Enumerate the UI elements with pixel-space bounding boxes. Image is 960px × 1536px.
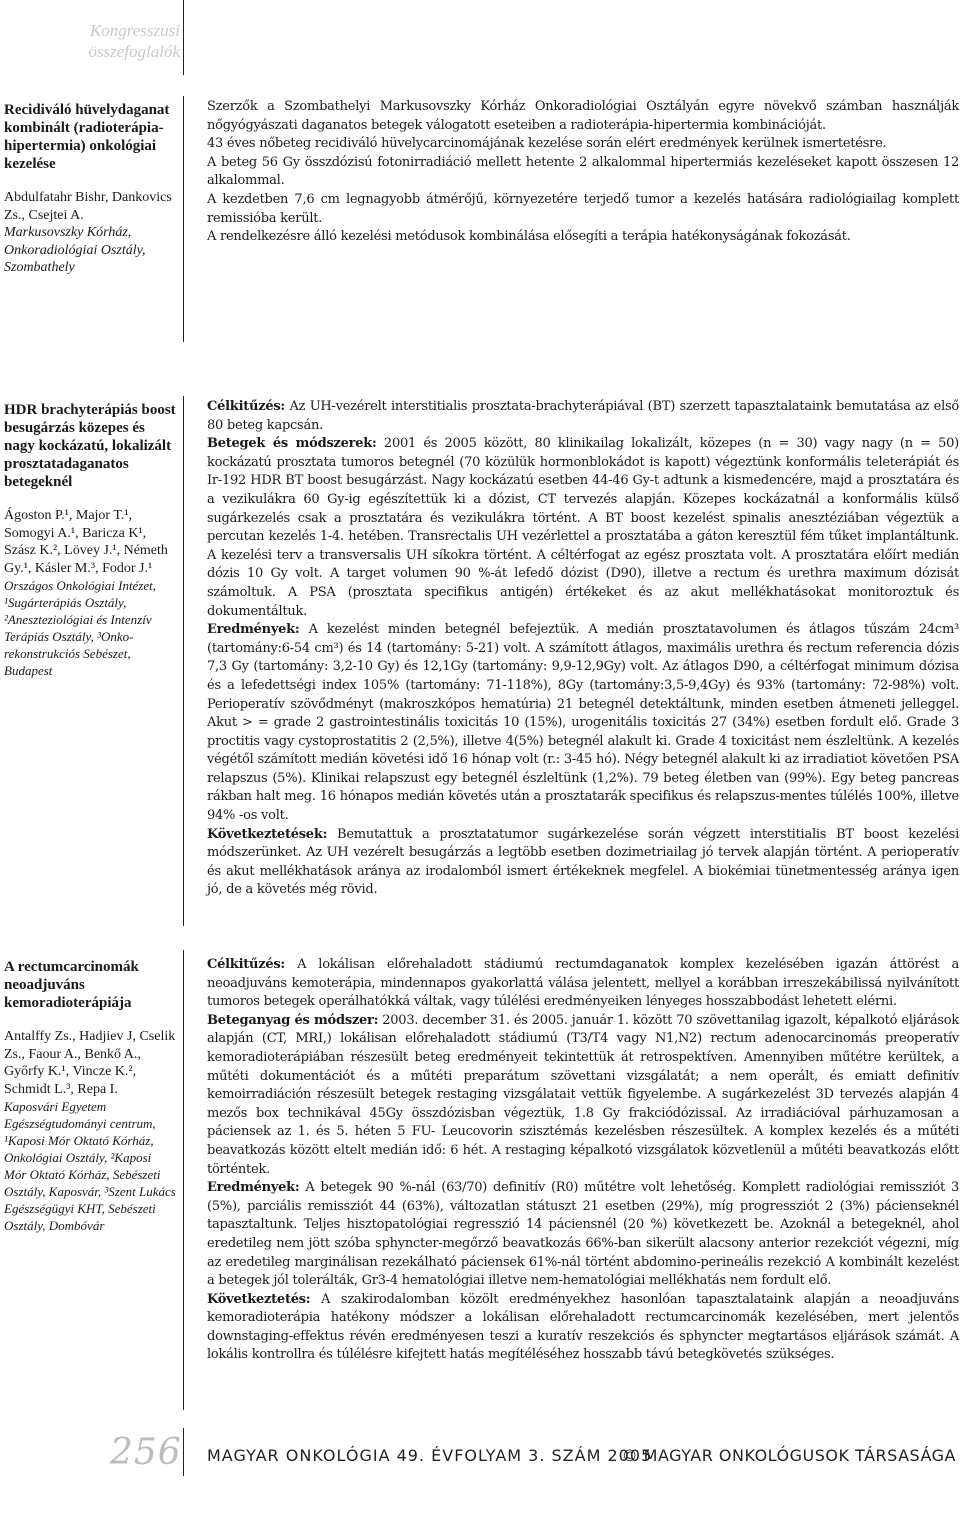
abstract3-authors: Antalffy Zs., Hadjiev J, Cselik Zs., Faour A., Benkő A., Győrfy K.¹, Vincze K.², Schmidt L.³, Repa I. [4, 1029, 176, 1097]
abstract3-divider [183, 950, 184, 1410]
section-label: Beteganyag és módszer: [207, 1012, 379, 1028]
abstract2-sidebar [4, 401, 176, 679]
section-text: Bemutattuk a prosztatatumor sugárkezelése során végzett interstitialis BT boost kezelési módszerünket. Az UH vezérelt besugárzás a legtöbb esetben dozimetriailag jó tervek alapján történt. A perioperatív és akut mellékhatások aránya az irodalomból ismert értékeknek megfelel. A biokémiai tünetmentesség aránya igen jó, de a követés még rövid. [207, 826, 959, 898]
abstract1-paragraph: 43 éves nőbeteg recidiváló hüvelycarcinomájának kezelése során elért eredmények kerülnek ismertetésre. [207, 136, 887, 152]
section-text: Az UH-vezérelt interstitialis prosztata-brachyterápiával (BT) szerzett tapasztalataink bemutatása az első 80 beteg kapcsán. [207, 399, 959, 433]
section-label: Eredmények: [207, 622, 300, 638]
section-label: Következtetések: [207, 826, 328, 842]
abstract1-paragraph: A rendelkezésre álló kezelési metódusok kombinálása elősegíti a terápia hatékonyságának fokozását. [207, 229, 851, 245]
section-label: Eredmények: [207, 1180, 300, 1196]
section-text: A kezelést minden betegnél befejeztük. A medián prosztatavolumen és átlagos tűszám 24cm³ (tartomány:6-54 cm³) és 14 (tartomány: 5-21) volt. A számított átlagos, maximális urethra és rectum referencia dózis 7,3 Gy (tartomány: 3,2-10 Gy) és 12,1Gy (tartomány: 9,9-12,9Gy) volt. Az átlagos D90, a céltérfogat minimum dózisa és a lefedettségi index 105% (tartomány: 71-118%), 8Gy (tartomány:3,5-9,4Gy) és 93% (tartomány: 72-98%) volt. Perioperatív szövődményt (makroszkópos hematúria) 21 betegnél detektáltunk, minden esetben átmeneti jelleggel. Akut > = grade 2 gastrointestinális toxicitás 10 (15%), urogenitális toxicitás 27 (34%) esetben fordult elő. Grade 3 proctitis vagy cystoprostatitis 2 (2,5%), illetve 4(5%) betegnél alakult ki. Grade 4 toxicitást nem észleltünk. A kezelés végétől számított medián követési idő 16 hónap volt (r.: 3-45 hó). Négy betegnél alakult ki az irradiatiot követően PSA relapszus (5%). Klinikai relapszust egy betegnél észleltünk (1,2%). 79 beteg életben van (99%). Egy beteg pancreas rákban halt meg. 16 hónapos medián követés után a prosztatarák specifikus és relapszus-mentes túlélés 100%, illetve 94% -os volt. [207, 622, 959, 824]
header-divider [183, 0, 184, 75]
abstract1-divider [183, 96, 184, 342]
abstract3-sidebar [4, 958, 176, 1234]
abstract1-affiliation: Markusovszky Kórház, Onkoradiológiai Osztály, Szombathely [4, 225, 146, 275]
abstract2-title: HDR brachyterápiás boost besugárzás közepes és nagy kockázatú, lokalizált prosztatadaganatos betegeknél [4, 402, 176, 490]
abstract2-divider [183, 396, 184, 926]
abstract1-authors: Abdulfatahr Bishr, Dankovics Zs., Csejtei A. [4, 190, 172, 223]
journal-issue: MAGYAR ONKOLÓGIA 49. ÉVFOLYAM 3. SZÁM 2005 [207, 1446, 653, 1465]
section-text: A szakirodalomban közölt eredményekhez hasonlóan tapasztalataink alapján a neoadjuváns kemoradioterápia hatékony módszer a lokálisan előrehaladott rectumcarcinomák kezelésében, mert jelentős downstaging-effektus révén eredményesen teszi a kuratív reszekciós és sphyncter megtartásos eljárások számát. A lokális kontrollra és túlélésre kifejtett hatás megítéléséhez hosszabb távú betegkövetés szükséges. [207, 1291, 959, 1363]
footer-divider [183, 1428, 184, 1476]
abstract3-title: A rectumcarcinomák neoadjuváns kemoradioterápiája [4, 959, 139, 1011]
section-text: 2003. december 31. és 2005. január 1. között 70 szövettanilag igazolt, képalkotó eljárások alapján (CT, MRI,) lokálisan előrehaladott stádiumú (T3/T4 vagy N1,N2) rectum adenocarcinomás preoperatív kemoradioterápiában részesült beteg eredményeit tekintettük át retrospektíven. Amennyiben műtétre kerültek, a műtéti dokumentációt és a műtéti preparátum szövettani vizsgálatát; a nem operált, és emiatt definitív kemoirradiáción részesült betegek restaging vizsgálatait vettük figyelembe. A sugárkezelést 3D tervezés alapján 4 mezős box technikával 45Gy összdózisban végeztük, 1.8 Gy frakciódózissal. Az irradiációval párhuzamosan a páciensek az 1. és 5. héten 5 FU- Leucovorin szisztémás kezelésben részesültek. A komplex kezelés és a műtéti beavatkozás között eltelt medián idő: 6 hét. A restaging képalkotó vizsgálatok közvetlenül a műtéti beavatkozás előtt történtek. [207, 1012, 959, 1177]
section-label: Betegek és módszerek: [207, 436, 377, 452]
abstract2-authors: Ágoston P.¹, Major T.¹, Somogyi A.¹, Baricza K¹, Szász K.², Lövey J.¹, Németh Gy.¹, Kásler M.³, Fodor J.¹ [4, 508, 168, 576]
abstract2-section-conclusion [207, 826, 959, 900]
abstract1-paragraph: A kezdetben 7,6 cm legnagyobb átmérőjű, környezetére terjedő tumor a kezelés hatására radiológiailag komplett remissióba került. [207, 191, 959, 226]
abstract1-body [207, 98, 959, 247]
abstract1-paragraph: Szerzők a Szombathelyi Markusovszky Kórház Onkoradiológiai Osztályán egyre növekvő számban használják nőgyógyászati daganatos betegek válogatott eseteiben a radioterápia-hipertermia kombinációját. [207, 99, 959, 133]
abstract2-section-methods [207, 435, 959, 621]
copyright-notice: © MAGYAR ONKOLÓGUSOK TÁRSASÁGA [621, 1446, 956, 1465]
abstract3-section-results [207, 1179, 959, 1291]
abstract3-body [207, 956, 959, 1365]
abstract2-body [207, 398, 959, 900]
abstract1-sidebar [4, 101, 176, 277]
abstract3-section-objective [207, 956, 959, 1012]
abstract3-section-conclusion [207, 1291, 959, 1365]
abstract2-section-results [207, 621, 959, 826]
abstract1-title: Recidiváló hüvelydaganat kombinált (radioterápia-hipertermia) onkológiai kezelése [4, 102, 170, 172]
page-number: 256 [110, 1432, 182, 1473]
section-label: Kongresszusi összefoglalók [88, 21, 180, 61]
abstract1-paragraph: A beteg 56 Gy összdózisú fotonirradiáció mellett hetente 2 alkalommal hipertermiás kezeléseket kapott összesen 12 alkalommal. [207, 154, 959, 189]
section-label: Következtetés: [207, 1291, 311, 1307]
abstract3-section-methods [207, 1012, 959, 1179]
section-text: A betegek 90 %-nál (63/70) definitív (R0) műtétre volt lehetőség. Komplett radiológiai remissziót 3 (5%), parciális remissziót 44 (63%), változatlan státuszt 21 esetben (29%), míg progressziót 2 (3%) pácienseknél tapasztaltunk. Teljes hisztopatológiai regresszió 14 páciensnél (20 %) következett be. Azoknál a betegeknél, ahol eredetileg nem jött szóba sphyncter-megőrző beavatkozás 66%-ban sikerült alacsony anterior rezekciót végezni, míg az eredetileg marginálisan rezekálható páciensek 61%-nál történt abdomino-perineális rezekció A kombinált kezelést a betegek jól tolerálták, Gr3-4 hematológiai illetve nem-hematológiai mellékhatás nem fordult elő. [207, 1180, 959, 1289]
section-text: 2001 és 2005 között, 80 klinikailag lokalizált, közepes (n = 30) vagy nagy (n = 50) kockázatú prosztata tumoros betegnél (70 közülük hormonblokádot is kapott) végeztünk konformális teleterápiát és Ir-192 HDR BT boost besugárzást. Nagy kockázatú esetben 44-46 Gy-t adtunk a kismedencére, majd a prosztatára és a vezikulákra 60 Gy-ig egészítettük ki a dózist, CT tervezés alapján. Közepes kockázatnál a konformális külső sugárkezelés csak a prosztatára és vezikulákra történt. A BT boost kezelést spinalis anesztéziában végeztük a percutan kezelés 1-4. hetében. Transrectalis UH vezérlettel a prosztatába a gáton keresztül fém tűket implantáltunk. A kezelési terv a transversalis UH síkokra történt. A céltérfogat az egész prosztata volt. A prosztatára előírt medián dózis 10 Gy volt. A target volumen 90 %-át lefedő dózist (D90), illetve a rectum és urethra maximum dózisát számoltuk. A PSA (prosztata specifikus antigén) értékeket és az akut mellékhatásokat monitoroztuk és dokumentáltuk. [207, 436, 959, 619]
abstract2-section-objective [207, 398, 959, 435]
section-label: Célkitűzés: [207, 957, 285, 972]
section-text: A lokálisan előrehaladott stádiumú rectumdaganatok komplex kezelésében igazán áttörést a neoadjuváns kemoterápia, mindennapos gyakorlattá válása jelentett, mellyel a korábban irreszekábilissá nyilvánított tumoros betegek operálhatókká váltak, vagy túlélési eredményeiken lényeges hosszabbodást lehetett elérni. [207, 957, 959, 1010]
abstract3-affiliation: Kaposvári Egyetem Egészségtudományi centrum, ¹Kaposi Mór Oktató Kórház, Onkológiai Osztály, ²Kaposi Mór Oktató Kórház, Sebészeti Osztály, Kaposvár, ³Szent Lukács Egészségügyi KHT, Sebészeti Osztály, Dombóvár [4, 1099, 176, 1233]
section-label: Célkitűzés: [207, 399, 285, 414]
abstract2-affiliation: Országos Onkológiai Intézet, ¹Sugárterápiás Osztály, ²Aneszteziológiai és Intenzív Terápiás Osztály, ³Onko-rekonstrukciós Sebészet, Budapest [4, 578, 157, 678]
